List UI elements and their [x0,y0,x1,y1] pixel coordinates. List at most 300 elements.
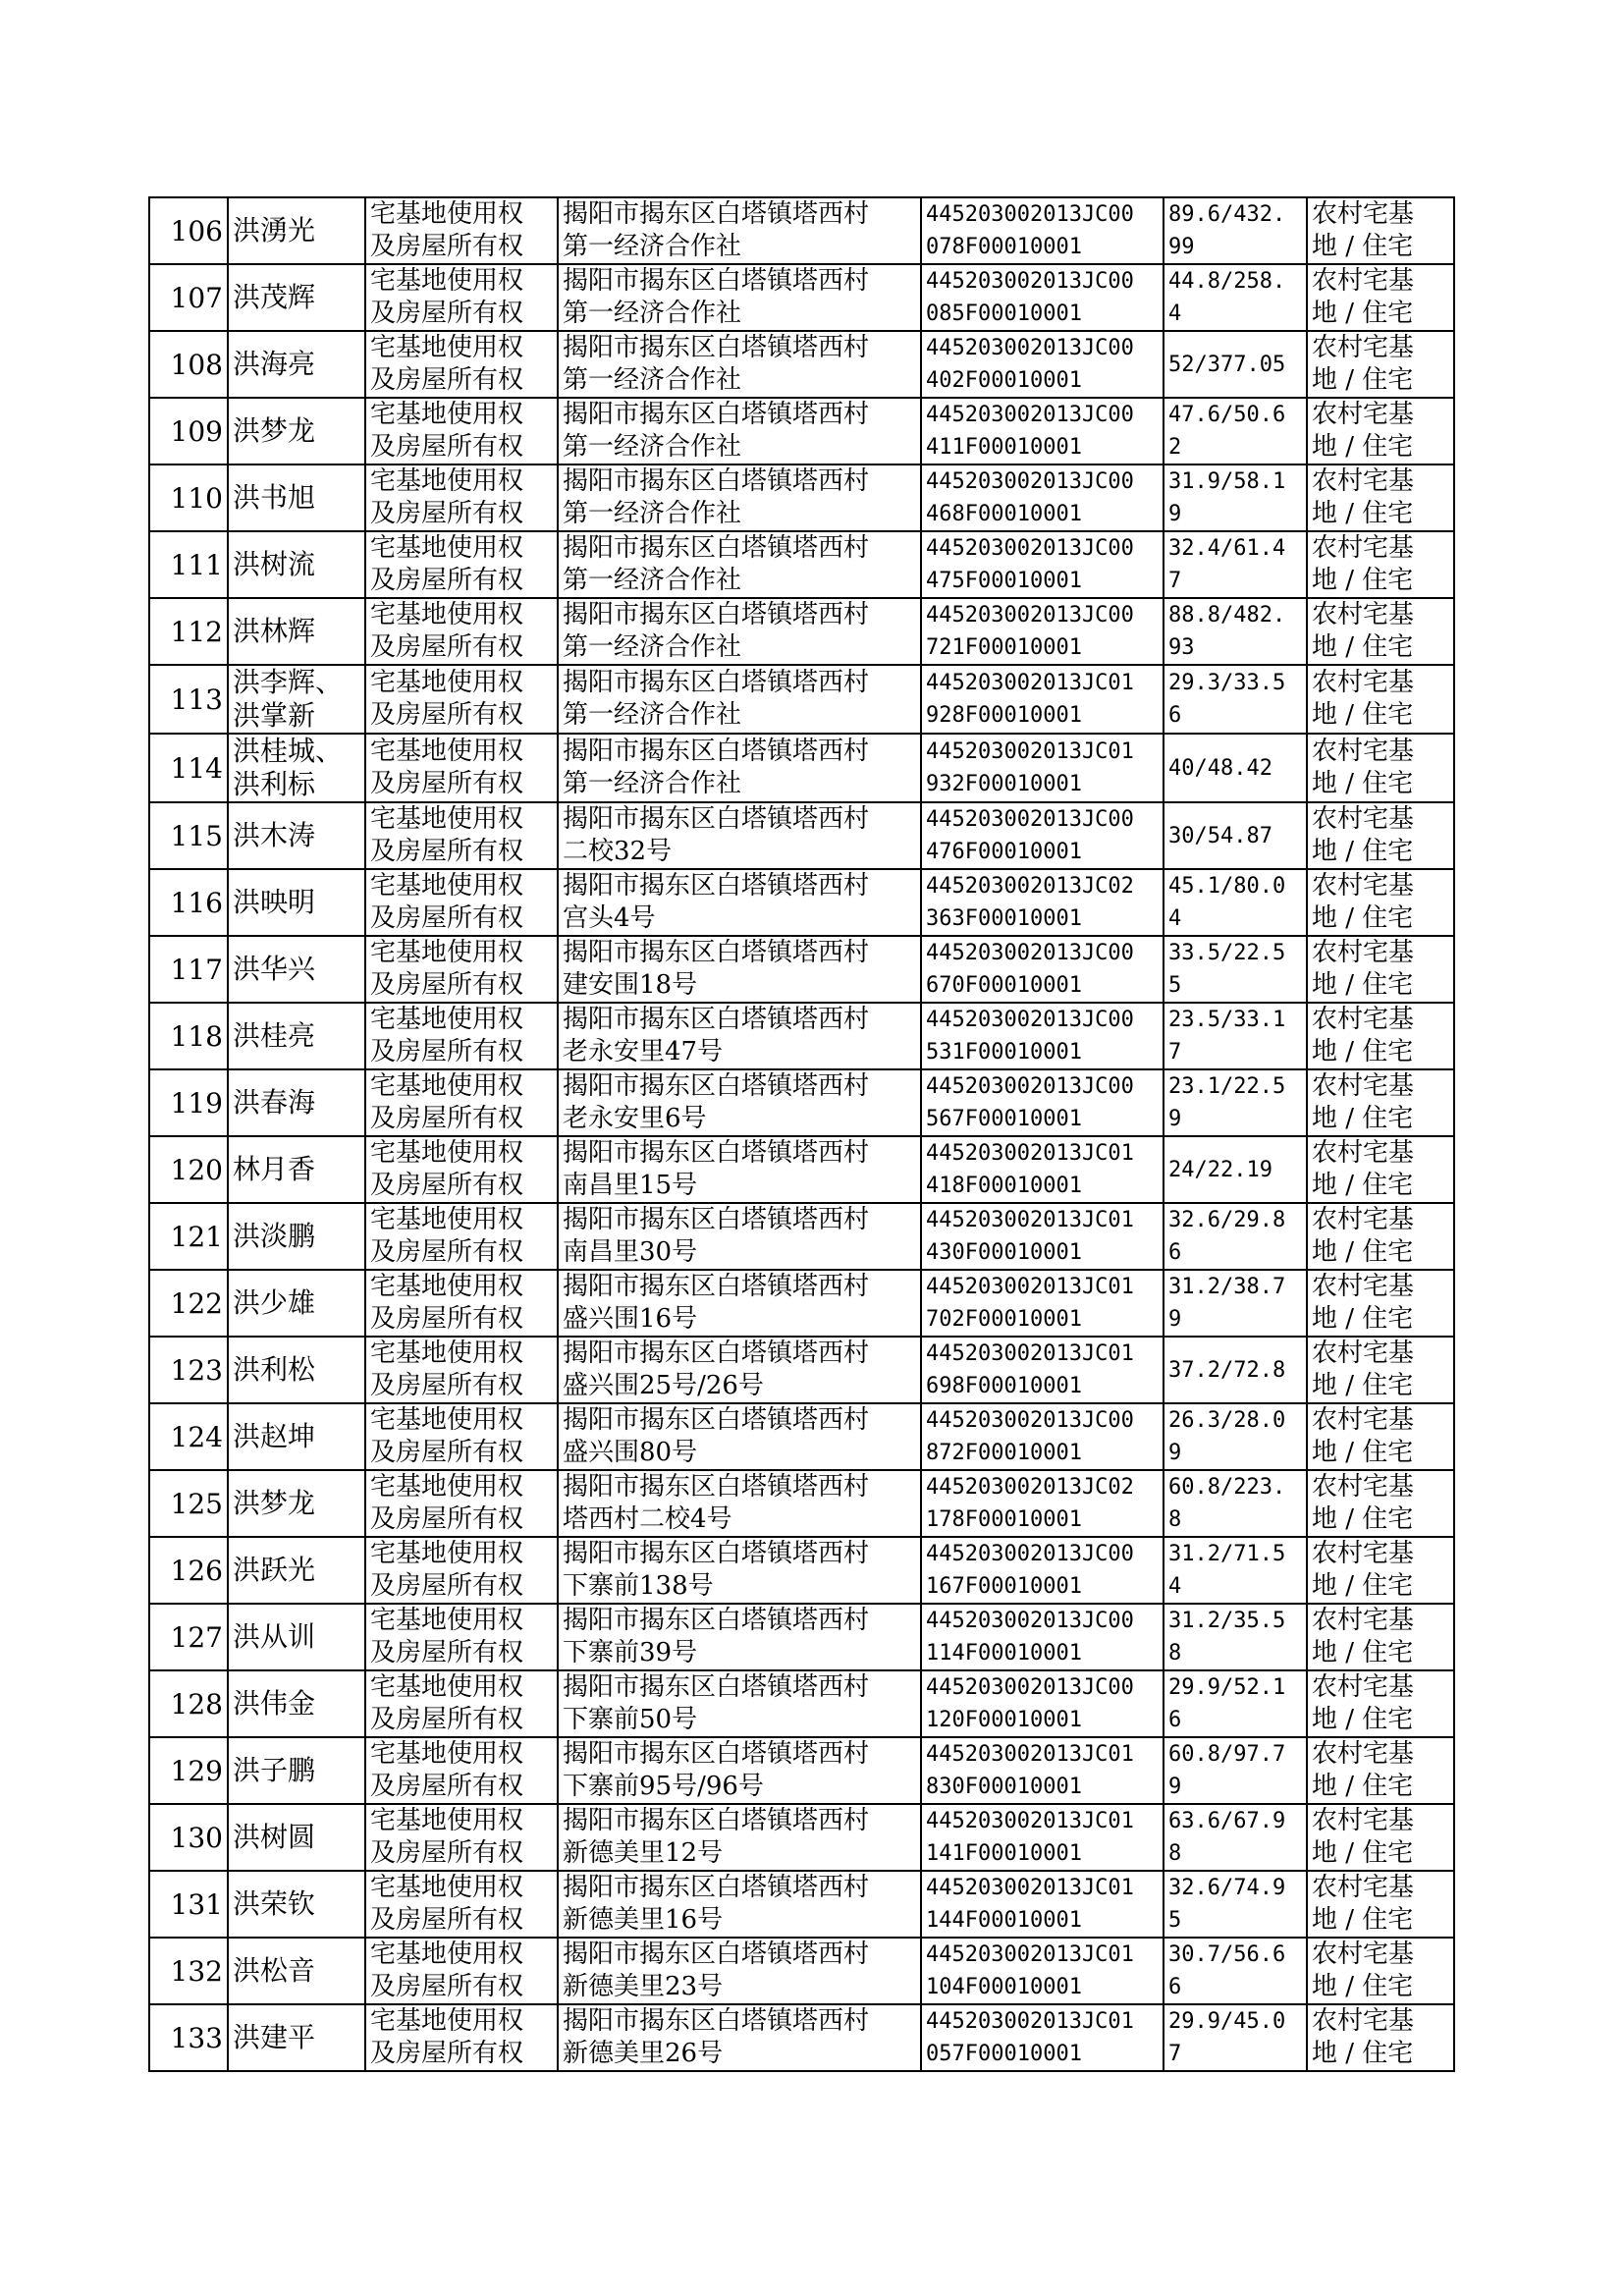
address-line-1: 揭阳市揭东区白塔镇塔西村 [563,737,870,766]
unit-code-cell [921,1670,1164,1737]
table-row [149,464,1454,531]
owner-name-cell: 洪桂城、洪利标 [228,734,365,802]
area-cell [1164,734,1307,802]
unit-code-cell [921,1537,1164,1604]
right-type-cell [365,1069,558,1136]
right-type-line-1: 宅基地使用权 [370,1405,524,1435]
address-line-1: 揭阳市揭东区白塔镇塔西村 [563,1806,870,1835]
address-line-2: 第一经济合作社 [563,700,742,730]
area-line-2: 5 [1168,973,1182,998]
unit-code-line-1: 445203002013JC00 [926,1008,1134,1032]
land-use-line-2: 地 / 住宅 [1312,499,1414,528]
table-body [149,197,1454,2071]
unit-code-line-2: 402F00010001 [926,368,1082,393]
unit-code-line-2: 120F00010001 [926,1708,1082,1732]
owner-name-cell: 洪茂辉 [228,264,365,331]
area-line-1: 89.6/432. [1168,202,1286,227]
right-type-cell [365,665,558,734]
unit-code-cell [921,1136,1164,1203]
table-row [149,869,1454,936]
unit-code-cell [921,1069,1164,1136]
row-number-cell: 120 [149,1136,228,1203]
land-use-line-1: 农村宅基 [1312,1339,1415,1368]
right-type-line-2: 及房屋所有权 [370,1705,524,1734]
area-cell [1164,1938,1307,2004]
area-line-1: 31.2/71.5 [1168,1542,1286,1566]
land-use-cell [1307,1203,1454,1270]
address-line-1: 揭阳市揭东区白塔镇塔西村 [563,1606,870,1635]
area-line-2: 7 [1168,2042,1182,2066]
address-line-1: 揭阳市揭东区白塔镇塔西村 [563,1940,870,1969]
land-use-cell [1307,598,1454,665]
unit-code-line-2: 468F00010001 [926,502,1082,526]
area-cell [1164,264,1307,331]
unit-code-line-2: 104F00010001 [926,1975,1082,1999]
address-line-2: 下寨前95号/96号 [563,1772,764,1801]
right-type-line-1: 宅基地使用权 [370,737,524,766]
table-row [149,1270,1454,1337]
area-line-1: 60.8/223. [1168,1475,1286,1500]
address-line-1: 揭阳市揭东区白塔镇塔西村 [563,600,870,629]
unit-code-cell [921,1003,1164,1069]
right-type-line-2: 及房屋所有权 [370,970,524,1000]
area-line-2: 9 [1168,1107,1182,1131]
address-cell [558,1203,921,1270]
area-line-1: 29.9/45.0 [1168,2009,1286,2034]
right-type-line-1: 宅基地使用权 [370,1138,524,1168]
area-line-2: 9 [1168,1775,1182,1799]
area-line-1: 45.1/80.0 [1168,874,1286,899]
land-use-cell [1307,2004,1454,2071]
right-type-cell [365,1337,558,1403]
address-cell [558,531,921,598]
address-cell [558,734,921,802]
row-number-cell: 129 [149,1737,228,1804]
owner-name-cell: 洪松音 [228,1938,365,2004]
unit-code-cell [921,1938,1164,2004]
row-number-cell: 119 [149,1069,228,1136]
owner-name-cell: 洪少雄 [228,1270,365,1337]
land-use-line-2: 地 / 住宅 [1312,1905,1414,1935]
unit-code-cell [921,1403,1164,1470]
address-line-1: 揭阳市揭东区白塔镇塔西村 [563,871,870,901]
address-line-2: 下寨前50号 [563,1705,698,1734]
area-cell [1164,1871,1307,1938]
right-type-cell [365,936,558,1003]
land-use-line-1: 农村宅基 [1312,400,1415,429]
right-type-line-2: 及房屋所有权 [370,1037,524,1066]
table-row [149,398,1454,464]
area-line-1: 31.2/35.5 [1168,1609,1286,1633]
land-use-line-1: 农村宅基 [1312,266,1415,296]
right-type-cell [365,1938,558,2004]
right-type-line-1: 宅基地使用权 [370,1005,524,1034]
row-number-cell: 108 [149,331,228,398]
land-use-cell [1307,1604,1454,1670]
unit-code-line-1: 445203002013JC00 [926,336,1134,360]
land-use-line-2: 地 / 住宅 [1312,1171,1414,1200]
unit-code-line-1: 445203002013JC00 [926,1609,1134,1633]
right-type-line-1: 宅基地使用权 [370,1672,524,1702]
right-type-line-2: 及房屋所有权 [370,769,524,798]
land-use-cell [1307,331,1454,398]
owner-name-cell: 洪淡鹏 [228,1203,365,1270]
land-use-line-1: 农村宅基 [1312,1672,1415,1702]
area-line-1: 31.2/38.7 [1168,1275,1286,1299]
area-line-1: 30.7/56.6 [1168,1942,1286,1967]
area-cell [1164,197,1307,264]
land-use-line-1: 农村宅基 [1312,333,1415,362]
unit-code-line-2: 475F00010001 [926,569,1082,593]
right-type-line-2: 及房屋所有权 [370,700,524,730]
address-line-1: 揭阳市揭东区白塔镇塔西村 [563,400,870,429]
right-type-line-2: 及房屋所有权 [370,1504,524,1534]
area-line-1: 24/22.19 [1168,1157,1272,1182]
right-type-cell [365,464,558,531]
area-line-2: 99 [1168,235,1195,259]
land-use-cell [1307,464,1454,531]
unit-code-line-2: 531F00010001 [926,1040,1082,1065]
address-line-2: 第一经济合作社 [563,769,742,798]
right-type-line-1: 宅基地使用权 [370,466,524,496]
address-cell [558,1670,921,1737]
owner-name-cell: 洪华兴 [228,936,365,1003]
right-type-cell [365,398,558,464]
unit-code-line-2: 872F00010001 [926,1441,1082,1465]
address-cell [558,1537,921,1604]
unit-code-line-1: 445203002013JC00 [926,469,1134,494]
land-use-line-2: 地 / 住宅 [1312,1972,1414,2001]
address-line-2: 第一经济合作社 [563,299,742,328]
area-cell [1164,1804,1307,1871]
unit-code-line-2: 141F00010001 [926,1841,1082,1866]
area-line-1: 63.6/67.9 [1168,1809,1286,1833]
land-use-line-2: 地 / 住宅 [1312,365,1414,395]
land-use-cell [1307,531,1454,598]
unit-code-line-1: 445203002013JC01 [926,1809,1134,1833]
row-number-cell: 124 [149,1403,228,1470]
table-row [149,1470,1454,1537]
land-use-cell [1307,936,1454,1003]
table-row [149,531,1454,598]
land-use-line-1: 农村宅基 [1312,466,1415,496]
land-use-line-1: 农村宅基 [1312,1606,1415,1635]
unit-code-line-1: 445203002013JC01 [926,2009,1134,2034]
right-type-cell [365,1804,558,1871]
land-use-line-2: 地 / 住宅 [1312,1371,1414,1400]
land-use-line-1: 农村宅基 [1312,1205,1415,1234]
address-line-1: 揭阳市揭东区白塔镇塔西村 [563,938,870,967]
address-line-2: 塔西村二校4号 [563,1504,732,1534]
address-line-1: 揭阳市揭东区白塔镇塔西村 [563,1672,870,1702]
area-line-2: 2 [1168,435,1182,460]
row-number-cell: 106 [149,197,228,264]
unit-code-cell [921,197,1164,264]
table-row [149,1003,1454,1069]
table-row [149,1136,1454,1203]
table-row [149,1069,1454,1136]
right-type-line-2: 及房屋所有权 [370,1838,524,1868]
land-use-line-1: 农村宅基 [1312,871,1415,901]
area-cell [1164,464,1307,531]
right-type-line-2: 及房屋所有权 [370,1104,524,1133]
unit-code-cell [921,1203,1164,1270]
right-type-line-2: 及房屋所有权 [370,837,524,866]
area-line-2: 8 [1168,1507,1182,1532]
unit-code-line-1: 445203002013JC00 [926,1408,1134,1433]
land-use-line-1: 农村宅基 [1312,533,1415,563]
unit-code-cell [921,331,1164,398]
unit-code-cell [921,1804,1164,1871]
unit-code-line-2: 411F00010001 [926,435,1082,460]
unit-code-cell [921,734,1164,802]
table-row [149,1337,1454,1403]
unit-code-line-1: 445203002013JC02 [926,1475,1134,1500]
unit-code-line-2: 144F00010001 [926,1908,1082,1933]
unit-code-line-2: 178F00010001 [926,1507,1082,1532]
right-type-line-1: 宅基地使用权 [370,1071,524,1101]
right-type-cell [365,1003,558,1069]
address-cell [558,1136,921,1203]
land-use-line-2: 地 / 住宅 [1312,1705,1414,1734]
unit-code-cell [921,1337,1164,1403]
right-type-line-1: 宅基地使用权 [370,266,524,296]
unit-code-cell [921,1470,1164,1537]
right-type-cell [365,1136,558,1203]
right-type-line-1: 宅基地使用权 [370,1739,524,1769]
right-type-cell [365,1737,558,1804]
property-registry-table [148,196,1455,2072]
unit-code-cell [921,936,1164,1003]
address-line-1: 揭阳市揭东区白塔镇塔西村 [563,266,870,296]
table-row [149,1938,1454,2004]
table-row [149,331,1454,398]
address-line-1: 揭阳市揭东区白塔镇塔西村 [563,533,870,563]
address-cell [558,598,921,665]
unit-code-line-1: 445203002013JC00 [926,202,1134,227]
area-line-1: 32.4/61.4 [1168,536,1286,561]
land-use-line-2: 地 / 住宅 [1312,1237,1414,1267]
owner-name-cell: 洪梦龙 [228,1470,365,1537]
area-line-1: 32.6/29.8 [1168,1208,1286,1232]
address-line-2: 下寨前138号 [563,1571,714,1601]
land-use-line-1: 农村宅基 [1312,1806,1415,1835]
area-cell [1164,1470,1307,1537]
owner-name-cell: 洪从训 [228,1604,365,1670]
address-line-2: 南昌里15号 [563,1171,698,1200]
right-type-cell [365,1670,558,1737]
table-row [149,936,1454,1003]
right-type-line-2: 及房屋所有权 [370,1972,524,2001]
owner-name-cell: 洪伟金 [228,1670,365,1737]
area-cell [1164,598,1307,665]
table-row [149,1737,1454,1804]
area-cell [1164,665,1307,734]
table-row [149,802,1454,869]
area-line-2: 8 [1168,1641,1182,1666]
area-line-2: 9 [1168,1441,1182,1465]
owner-name-cell: 洪赵坤 [228,1403,365,1470]
area-cell [1164,1136,1307,1203]
row-number-cell: 125 [149,1470,228,1537]
unit-code-cell [921,398,1164,464]
right-type-line-1: 宅基地使用权 [370,1539,524,1568]
address-line-2: 老永安里6号 [563,1104,707,1133]
land-use-line-2: 地 / 住宅 [1312,1104,1414,1133]
address-line-1: 揭阳市揭东区白塔镇塔西村 [563,1005,870,1034]
address-line-2: 老永安里47号 [563,1037,724,1066]
row-number-cell: 130 [149,1804,228,1871]
area-cell [1164,398,1307,464]
area-cell [1164,2004,1307,2071]
unit-code-line-2: 698F00010001 [926,1374,1082,1398]
area-line-1: 29.3/33.5 [1168,671,1286,695]
area-line-2: 93 [1168,635,1195,660]
address-line-1: 揭阳市揭东区白塔镇塔西村 [563,466,870,496]
unit-code-line-2: 476F00010001 [926,840,1082,864]
land-use-cell [1307,264,1454,331]
area-cell [1164,531,1307,598]
row-number-cell: 132 [149,1938,228,2004]
land-use-cell [1307,1337,1454,1403]
area-line-2: 9 [1168,1307,1182,1332]
land-use-line-2: 地 / 住宅 [1312,769,1414,798]
row-number-cell: 109 [149,398,228,464]
address-line-1: 揭阳市揭东区白塔镇塔西村 [563,804,870,834]
unit-code-cell [921,1871,1164,1938]
unit-code-line-1: 445203002013JC00 [926,403,1134,427]
right-type-line-2: 及房屋所有权 [370,1772,524,1801]
unit-code-line-1: 445203002013JC00 [926,1074,1134,1099]
row-number-cell: 133 [149,2004,228,2071]
address-line-2: 二校32号 [563,837,673,866]
address-cell [558,1938,921,2004]
area-cell [1164,1003,1307,1069]
land-use-line-2: 地 / 住宅 [1312,1438,1414,1467]
land-use-cell [1307,665,1454,734]
right-type-line-2: 及房屋所有权 [370,1171,524,1200]
area-line-1: 26.3/28.0 [1168,1408,1286,1433]
address-cell [558,197,921,264]
table-row [149,1670,1454,1737]
land-use-line-2: 地 / 住宅 [1312,1638,1414,1667]
right-type-cell [365,1270,558,1337]
unit-code-line-1: 445203002013JC00 [926,536,1134,561]
table-row [149,1871,1454,1938]
right-type-line-1: 宅基地使用权 [370,400,524,429]
area-line-1: 40/48.42 [1168,755,1272,781]
area-cell [1164,1203,1307,1270]
area-line-2: 5 [1168,1908,1182,1933]
land-use-line-2: 地 / 住宅 [1312,1037,1414,1066]
area-cell [1164,331,1307,398]
row-number-cell: 113 [149,665,228,734]
unit-code-line-2: 363F00010001 [926,906,1082,931]
area-line-2: 4 [1168,1574,1182,1599]
unit-code-line-1: 445203002013JC01 [926,739,1134,764]
address-cell [558,2004,921,2071]
address-cell [558,1069,921,1136]
owner-name-cell: 洪树圆 [228,1804,365,1871]
row-number-cell: 127 [149,1604,228,1670]
right-type-line-1: 宅基地使用权 [370,2006,524,2036]
unit-code-cell [921,1270,1164,1337]
right-type-line-1: 宅基地使用权 [370,1272,524,1301]
table-row [149,1804,1454,1871]
unit-code-line-1: 445203002013JC01 [926,671,1134,695]
address-line-1: 揭阳市揭东区白塔镇塔西村 [563,1071,870,1101]
address-line-1: 揭阳市揭东区白塔镇塔西村 [563,199,870,229]
row-number-cell: 122 [149,1270,228,1337]
area-line-1: 44.8/258. [1168,269,1286,294]
area-line-1: 31.9/58.1 [1168,469,1286,494]
area-line-2: 8 [1168,1841,1182,1866]
address-cell [558,1403,921,1470]
land-use-line-1: 农村宅基 [1312,804,1415,834]
table-row [149,598,1454,665]
unit-code-line-2: 418F00010001 [926,1174,1082,1198]
right-type-line-2: 及房屋所有权 [370,232,524,261]
unit-code-line-2: 567F00010001 [926,1107,1082,1131]
address-line-2: 盛兴围16号 [563,1304,698,1334]
table-row [149,264,1454,331]
right-type-line-1: 宅基地使用权 [370,1472,524,1502]
unit-code-line-2: 057F00010001 [926,2042,1082,2066]
address-cell [558,665,921,734]
right-type-line-1: 宅基地使用权 [370,1606,524,1635]
right-type-line-2: 及房屋所有权 [370,432,524,462]
land-use-line-1: 农村宅基 [1312,668,1415,697]
address-line-1: 揭阳市揭东区白塔镇塔西村 [563,1539,870,1568]
area-cell [1164,1069,1307,1136]
land-use-line-2: 地 / 住宅 [1312,566,1414,595]
land-use-line-1: 农村宅基 [1312,1873,1415,1902]
right-type-cell [365,331,558,398]
row-number-cell: 117 [149,936,228,1003]
land-use-line-1: 农村宅基 [1312,1005,1415,1034]
right-type-line-2: 及房屋所有权 [370,1438,524,1467]
address-cell [558,936,921,1003]
address-line-2: 第一经济合作社 [563,432,742,462]
right-type-line-1: 宅基地使用权 [370,1806,524,1835]
table-row [149,2004,1454,2071]
area-line-1: 47.6/50.6 [1168,403,1286,427]
land-use-cell [1307,1270,1454,1337]
land-use-line-2: 地 / 住宅 [1312,1504,1414,1534]
right-type-line-1: 宅基地使用权 [370,804,524,834]
unit-code-cell [921,464,1164,531]
unit-code-line-1: 445203002013JC01 [926,1341,1134,1366]
right-type-line-2: 及房屋所有权 [370,1371,524,1400]
unit-code-line-1: 445203002013JC00 [926,269,1134,294]
area-cell [1164,1737,1307,1804]
right-type-cell [365,869,558,936]
land-use-cell [1307,1537,1454,1604]
land-use-cell [1307,1403,1454,1470]
right-type-cell [365,197,558,264]
area-cell [1164,1537,1307,1604]
right-type-line-2: 及房屋所有权 [370,566,524,595]
row-number-cell: 115 [149,802,228,869]
right-type-line-2: 及房屋所有权 [370,1237,524,1267]
land-use-cell [1307,398,1454,464]
address-line-2: 第一经济合作社 [563,232,742,261]
land-use-line-1: 农村宅基 [1312,1272,1415,1301]
right-type-line-1: 宅基地使用权 [370,1940,524,1969]
row-number-cell: 110 [149,464,228,531]
owner-name-cell: 洪木涛 [228,802,365,869]
right-type-cell [365,1604,558,1670]
